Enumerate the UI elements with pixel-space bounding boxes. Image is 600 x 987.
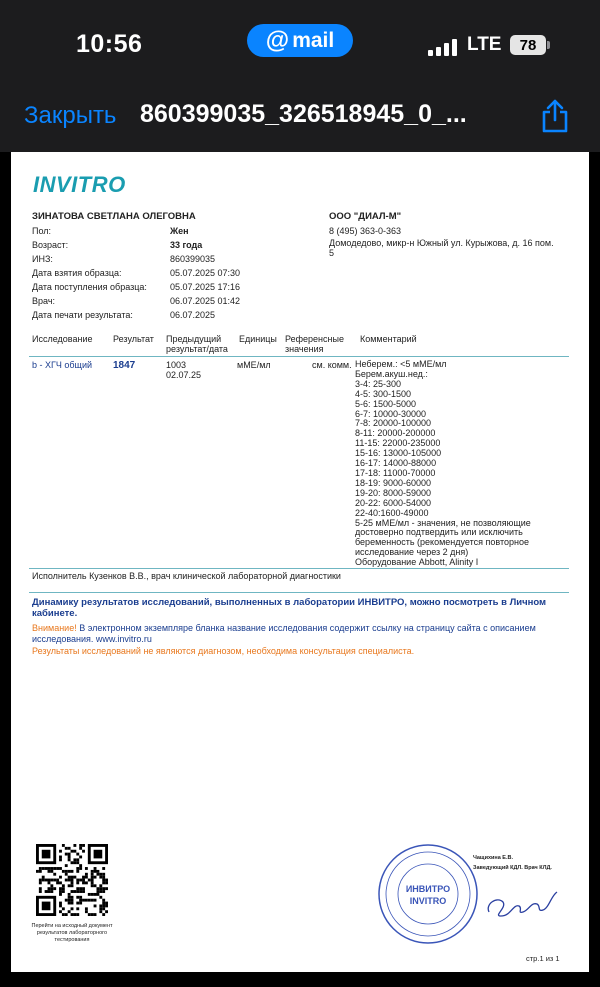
comment-line: 8-11: 20000-200000 <box>355 428 436 439</box>
info-value-received-date: 05.07.2025 17:16 <box>170 282 241 292</box>
comment-line: 4-5: 300-1500 <box>355 388 412 399</box>
table-bottom-rule <box>29 568 569 569</box>
qr-code[interactable] <box>36 844 108 916</box>
comment-line: 19-20: 8000-59000 <box>355 487 432 498</box>
header-previous: Предыдущий результат/дата <box>166 334 228 354</box>
dynamics-note: Динамику результатов исследований, выполненных в лаборатории ИНВИТРО, можно посмотреть в Личном кабинете. <box>32 597 547 619</box>
stamp-text: ИНВИТРО <box>405 884 451 894</box>
header-result: Результат <box>113 334 154 344</box>
mail-app-pill[interactable] <box>247 24 353 57</box>
info-label-sex: Пол: <box>32 226 52 236</box>
info-value-sample-date: 05.07.2025 07:30 <box>170 268 241 278</box>
page-number: стр.1 из 1 <box>526 954 560 963</box>
invitro-logo: INVITRO <box>33 172 126 197</box>
info-value-inz: 860399035 <box>170 254 216 264</box>
test-comment <box>355 360 570 568</box>
comment-line: 5-6: 1500-5000 <box>355 398 417 409</box>
attention-text: В электронном экземпляре бланка название исследования содержит ссылку на страницу сайта с описанием исследования. www.invitro.ru <box>32 623 536 644</box>
status-time: 10:56 <box>76 30 143 58</box>
header-test: Исследование <box>32 334 93 344</box>
lab-address: Домодедово, микр-н Южный ул. Курыжова, д. 16 пом. 5 <box>329 238 554 258</box>
comment-line: 16-17: 14000-88000 <box>355 458 437 469</box>
header-units: Единицы <box>239 334 277 344</box>
comment-line: достоверно подтвердить или исключить <box>355 527 523 538</box>
test-name-link[interactable]: b - ХГЧ общий <box>32 360 92 370</box>
comment-line: Берем.акуш.нед.: <box>355 368 428 379</box>
test-reference: см. комм. <box>312 360 352 370</box>
attention-label: Внимание! <box>32 623 77 633</box>
patient-name: ЗИНАТОВА СВЕТЛАНА ОЛЕГОВНА <box>32 211 196 222</box>
comment-line: 5-25 мМЕ/мл - значения, не позволяющие <box>355 517 531 528</box>
signal-icon <box>428 38 458 56</box>
table-header-rule <box>29 356 569 357</box>
signer-name: Чащихина Е.В. <box>473 855 513 861</box>
header-reference: Референсные значения <box>285 334 344 354</box>
mail-app-label: mail <box>292 28 335 52</box>
info-label-received-date: Дата поступления образца: <box>32 282 147 292</box>
comment-line: Оборудование Abbott, Alinity I <box>355 557 479 568</box>
previous-date: 02.07.25 <box>166 370 202 380</box>
info-value-sex: Жен <box>170 226 189 236</box>
network-label: LTE <box>467 34 502 55</box>
header-comment: Комментарий <box>360 334 417 344</box>
stamp-text-en: INVITRO <box>409 896 447 906</box>
battery-icon: 78 <box>510 35 546 55</box>
test-units: мМЕ/мл <box>237 360 271 370</box>
info-value-doctor: 06.07.2025 01:42 <box>170 296 241 306</box>
lab-name: ООО "ДИАЛ-М" <box>329 211 402 222</box>
previous-result <box>166 360 201 380</box>
info-label-age: Возраст: <box>32 240 69 250</box>
at-icon: @ <box>265 26 290 54</box>
qr-caption: Перейти на исходный документ результатов лабораторного тестирования <box>31 923 113 943</box>
previous-value: 1003 <box>166 360 187 370</box>
comment-line: 22-40:1600-49000 <box>355 507 429 518</box>
performer: Исполнитель Кузенков В.В., врач клинической лабораторной диагностики <box>32 571 341 581</box>
lab-stamp <box>376 842 480 946</box>
battery-tip <box>547 41 550 49</box>
comment-line: беременность (рекомендуется повторное <box>355 537 529 548</box>
comment-line: 3-4: 25-300 <box>355 378 402 389</box>
comment-line: 15-16: 13000-105000 <box>355 448 442 459</box>
nav-bar <box>0 90 600 152</box>
info-label-doctor: Врач: <box>32 296 56 306</box>
test-result: 1847 <box>113 360 136 371</box>
comment-line: 20-22: 6000-54000 <box>355 497 432 508</box>
comment-line: 18-19: 9000-60000 <box>355 477 432 488</box>
comment-line: 6-7: 10000-30000 <box>355 408 427 419</box>
comment-line: Неберем.: <5 мМЕ/мл <box>355 359 447 369</box>
signer-role: Заведующий КДЛ. Врач КЛД. <box>473 865 552 871</box>
info-value-print-date: 06.07.2025 <box>170 310 216 320</box>
share-icon[interactable] <box>539 98 571 134</box>
info-label-print-date: Дата печати результата: <box>32 310 133 320</box>
info-label-sample-date: Дата взятия образца: <box>32 268 122 278</box>
document-title: 860399035_326518945_0_... <box>140 100 467 128</box>
attention-note <box>32 623 577 645</box>
lab-phone: 8 (495) 363-0-363 <box>329 226 402 236</box>
section-rule <box>29 592 569 593</box>
comment-line: 17-18: 11000-70000 <box>355 467 436 478</box>
disclaimer: Результаты исследований не являются диагнозом, необходима консультация специалиста. <box>32 646 415 656</box>
close-button[interactable]: Закрыть <box>24 102 117 129</box>
comment-line: 11-15: 22000-235000 <box>355 438 441 449</box>
comment-line: исследование через 2 дня) <box>355 547 469 558</box>
info-label-inz: ИНЗ: <box>32 254 53 264</box>
signature <box>481 882 561 922</box>
info-value-age: 33 года <box>170 240 203 250</box>
document-page[interactable] <box>11 152 589 972</box>
comment-line: 7-8: 20000-100000 <box>355 418 432 429</box>
status-bar <box>0 0 600 90</box>
